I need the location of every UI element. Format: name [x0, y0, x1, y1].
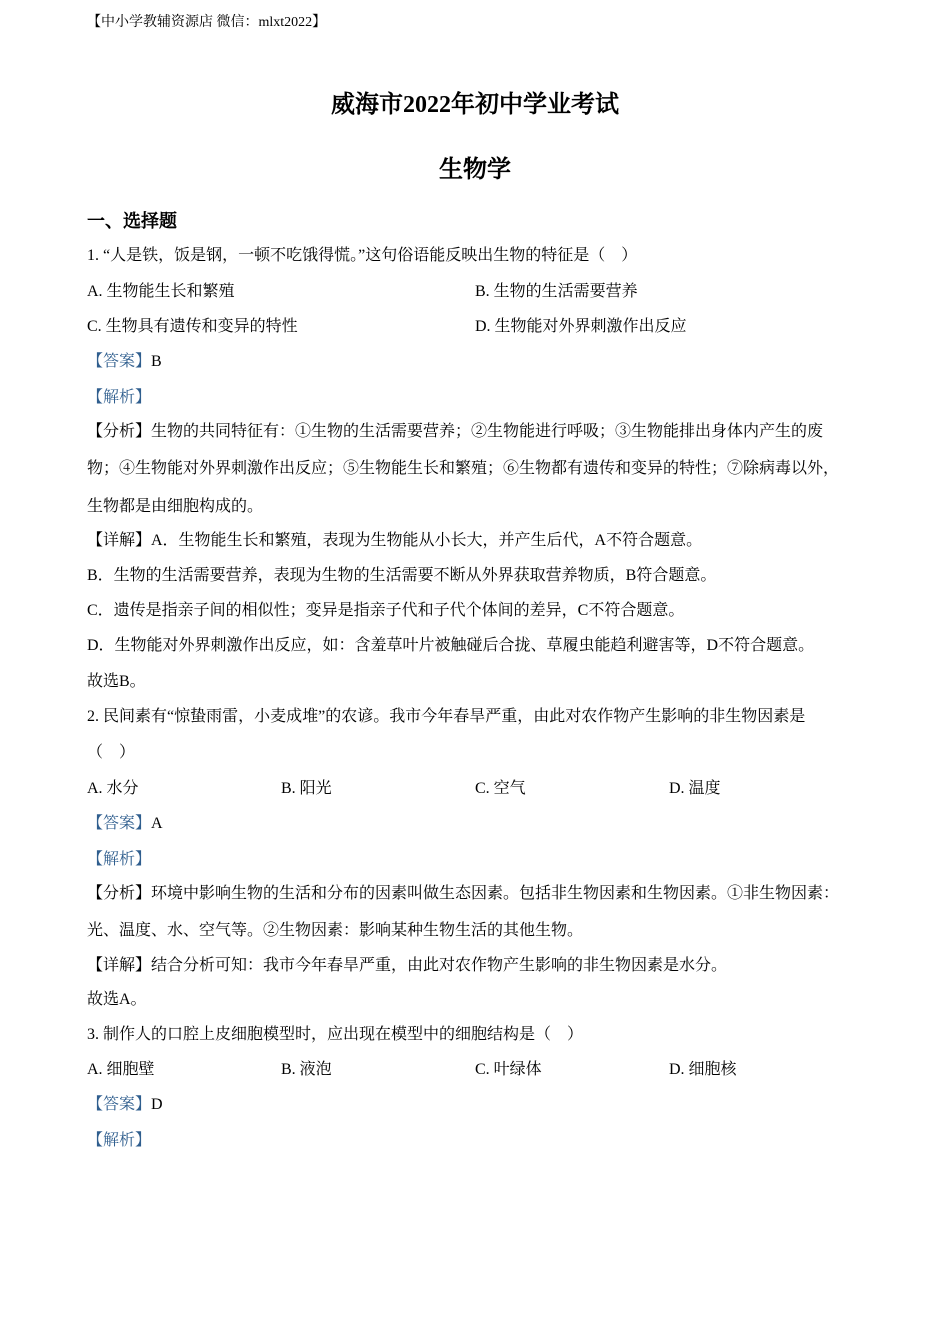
- q2-option-c: C. 空气: [475, 780, 526, 797]
- q2-answer-line: [87, 814, 163, 834]
- q2-stem-line-1: 2. 民间素有“惊蛰雨雷，小麦成堆”的农谚。我市今年春旱严重，由此对农作物产生影响的非生物因素是: [87, 708, 806, 725]
- q1-fenxi-line-2: 物；④生物能对外界刺激作出反应；⑤生物能生长和繁殖；⑥生物都有遗传和变异的特性；⑦除病毒以外，: [87, 460, 840, 477]
- q2-analysis-label: 【解析】: [87, 851, 152, 868]
- q1-xiangjie-line-4: D．生物能对外界刺激作出反应，如：含羞草叶片被触碰后合拢、草履虫能趋利避害等，D不符合题意。: [87, 637, 815, 654]
- q3-option-c: C. 叶绿体: [475, 1061, 542, 1078]
- q2-option-d: D. 温度: [669, 780, 721, 797]
- q2-fenxi-line-2: 光、温度、水、空气等。②生物因素：影响某种生物生活的其他生物。: [87, 922, 584, 939]
- q1-option-a: A. 生物能生长和繁殖: [87, 283, 235, 300]
- q2-xiangjie-line-1: 【详解】结合分析可知：我市今年春旱严重，由此对农作物产生影响的非生物因素是水分。: [87, 957, 728, 974]
- exam-subject: 生物学: [439, 157, 511, 183]
- q1-analysis-label: 【解析】: [87, 389, 152, 406]
- q3-option-a: A. 细胞壁: [87, 1061, 155, 1078]
- q3-option-b: B. 液泡: [281, 1061, 332, 1078]
- q1-answer-value: B: [151, 353, 162, 370]
- q3-stem: 3. 制作人的口腔上皮细胞模型时，应出现在模型中的细胞结构是（ ）: [87, 1026, 584, 1043]
- q1-xiangjie-line-1: 【详解】A．生物能生长和繁殖，表现为生物能从小长大，并产生后代，A不符合题意。: [87, 532, 703, 549]
- answer-label: 【答案】: [87, 1096, 152, 1113]
- q1-conclusion: 故选B。: [87, 673, 146, 690]
- answer-label: 【答案】: [87, 353, 152, 370]
- q3-answer-value: D: [151, 1096, 163, 1113]
- q2-option-b: B. 阳光: [281, 780, 332, 797]
- q2-stem-line-2: （ ）: [87, 744, 136, 761]
- q1-answer-line: [87, 352, 162, 372]
- section-heading: 一、选择题: [87, 211, 177, 231]
- q3-answer-line: [87, 1095, 163, 1115]
- q3-analysis-label: 【解析】: [87, 1132, 152, 1149]
- q1-stem: 1. “人是铁，饭是钢，一顿不吃饿得慌。”这句俗语能反映出生物的特征是（ ）: [87, 247, 638, 264]
- q1-option-c: C. 生物具有遗传和变异的特性: [87, 318, 298, 335]
- q1-xiangjie-line-3: C．遗传是指亲子间的相似性；变异是指亲子代和子代个体间的差异，C不符合题意。: [87, 602, 685, 619]
- q2-answer-value: A: [151, 815, 163, 832]
- q2-fenxi-line-1: 【分析】环境中影响生物的生活和分布的因素叫做生态因素。包括非生物因素和生物因素。①非生物因素：: [87, 885, 840, 902]
- q1-xiangjie-line-2: B．生物的生活需要营养，表现为生物的生活需要不断从外界获取营养物质，B符合题意。: [87, 567, 717, 584]
- q1-fenxi-line-1: 【分析】生物的共同特征有：①生物的生活需要营养；②生物能进行呼吸；③生物能排出身体内产生的废: [87, 423, 824, 440]
- q2-conclusion: 故选A。: [87, 991, 147, 1008]
- q1-option-d: D. 生物能对外界刺激作出反应: [475, 318, 687, 335]
- header-note: 【中小学教辅资源店 微信：mlxt2022】: [87, 15, 327, 30]
- q1-fenxi-line-3: 生物都是由细胞构成的。: [87, 498, 264, 515]
- exam-title: 威海市2022年初中学业考试: [331, 92, 619, 118]
- q2-option-a: A. 水分: [87, 780, 139, 797]
- q1-option-b: B. 生物的生活需要营养: [475, 283, 638, 300]
- q3-option-d: D. 细胞核: [669, 1061, 737, 1078]
- answer-label: 【答案】: [87, 815, 152, 832]
